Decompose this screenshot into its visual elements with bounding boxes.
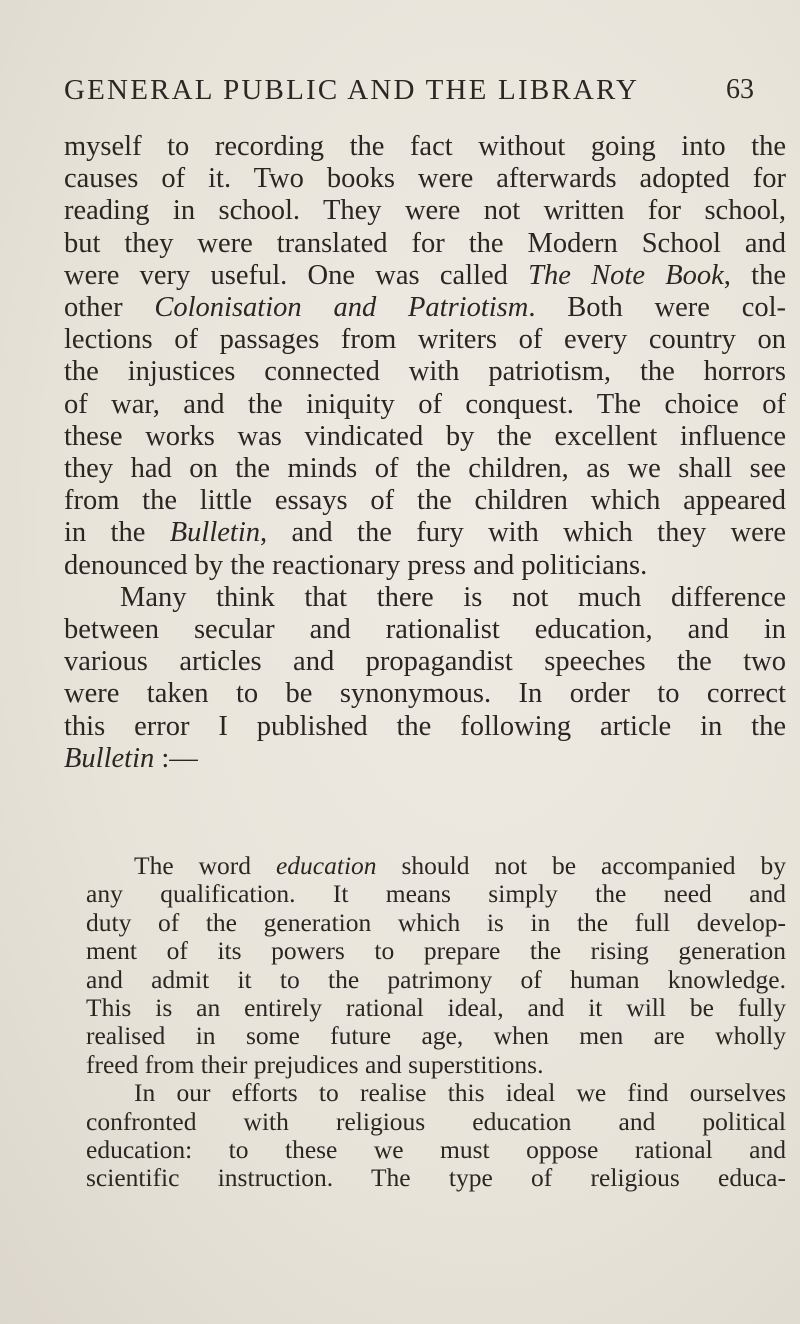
text-line: they had on the minds of the children, as we shall see <box>64 453 786 485</box>
text-fragment: other <box>64 292 155 324</box>
book-title-note-book: The Note Book <box>528 259 724 291</box>
text-line: these works was vindicated by the excellent influence <box>64 420 786 452</box>
text-line: myself to recording the fact without going into the <box>64 131 786 162</box>
text-fragment: , and the fury with which they were <box>259 517 786 549</box>
text-fragment: , the <box>723 259 786 291</box>
text-line: of war, and the iniquity of conquest. The choice of <box>64 388 786 420</box>
emphasis-education: education <box>275 851 377 880</box>
text-line <box>64 743 786 775</box>
quote-line: education: to these we must oppose rational and <box>86 1135 786 1165</box>
text-line: causes of it. Two books were afterwards adopted for <box>64 163 786 195</box>
bulletin-title: Bulletin <box>64 742 155 774</box>
quote-line: ment of its powers to prepare the rising generation <box>86 936 786 966</box>
quote-line: duty of the generation which is in the full develop- <box>86 907 786 937</box>
quote-line: any qualification. It means simply the need and <box>86 879 786 909</box>
text-fragment: The word <box>134 851 276 880</box>
quote-line: This is an entirely rational ideal, and it will be fully <box>86 993 786 1023</box>
text-fragment: were very useful. One was called <box>64 259 529 291</box>
text-line: but they were translated for the Modern School and <box>64 227 786 259</box>
paragraph-start-line: Many think that there is not much difference <box>120 581 786 613</box>
text-line <box>64 292 786 324</box>
text-line: reading in school. They were not written for school, <box>64 195 786 227</box>
text-fragment: should not be accompanied by <box>376 851 786 880</box>
text-line: from the little essays of the children which appeared <box>64 485 786 517</box>
text-line: this error I published the following article in the <box>64 710 786 742</box>
main-text <box>64 131 786 775</box>
quote-paragraph-start-line: In our efforts to realise this ideal we find ourselves <box>134 1078 786 1108</box>
text-line: denounced by the reactionary press and politicians. <box>64 549 648 581</box>
quoted-article <box>86 852 786 1193</box>
quote-line: freed from their prejudices and superstitions. <box>86 1049 544 1079</box>
quote-line: scientific instruction. The type of religious educa- <box>86 1163 786 1193</box>
text-line: lections of passages from writers of every country on <box>64 324 786 356</box>
quote-line: confronted with religious education and political <box>86 1106 786 1136</box>
page-number: 63 <box>726 74 754 105</box>
book-title-colonisation: Colonisation and Patriotism <box>154 292 529 324</box>
text-line <box>64 517 786 549</box>
quote-line <box>86 852 786 880</box>
text-line: various articles and propagandist speeches the two <box>64 646 786 678</box>
bulletin-title: Bulletin <box>169 517 260 549</box>
quote-line: and admit it to the patrimony of human knowledge. <box>86 964 786 994</box>
text-line: the injustices connected with patriotism, the horrors <box>64 356 786 388</box>
quote-line: realised in some future age, when men are wholly <box>86 1021 786 1051</box>
page-header <box>64 74 754 114</box>
text-fragment: in the <box>64 517 170 549</box>
text-line <box>64 260 786 292</box>
running-title: GENERAL PUBLIC AND THE LIBRARY <box>64 74 640 106</box>
text-fragment: . Both were col- <box>528 292 787 324</box>
text-line: between secular and rationalist education, and in <box>64 614 786 646</box>
text-fragment: :— <box>154 742 198 774</box>
text-line: were taken to be synonymous. In order to correct <box>64 678 786 710</box>
